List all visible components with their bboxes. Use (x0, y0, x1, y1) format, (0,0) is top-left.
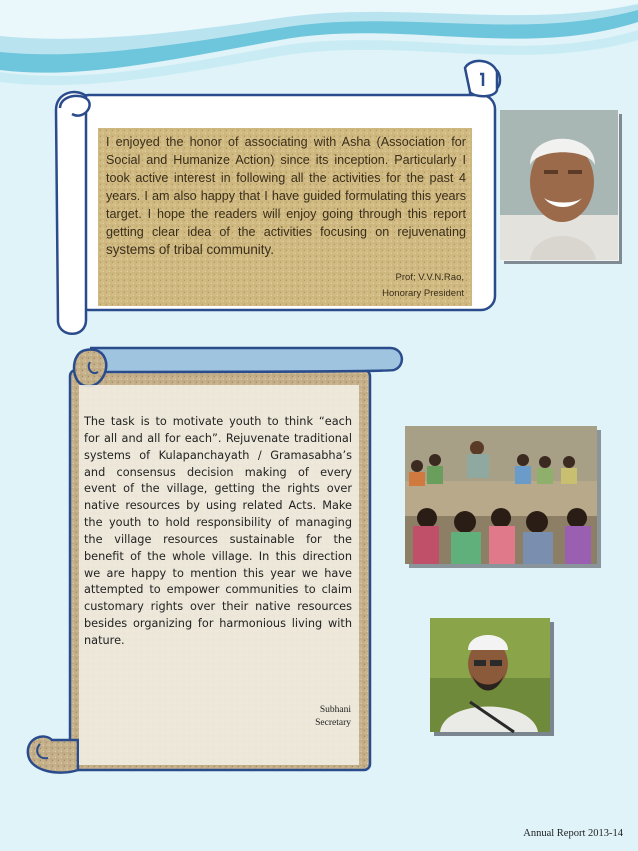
president-photo (500, 110, 624, 266)
children-group-photo (405, 426, 601, 568)
president-message-text: I enjoyed the honor of associating with Asha (Association for Social and Humanize Action) since its inception. Particularly I took active interest in following all the activities for the past 4 years. I am also happy that I have guided formulating this years target. I hope the readers will enjoy going through this report getting clear idea of the activities focusing on rejuvenating (106, 135, 466, 239)
president-name: Prof; V.V.N.Rao, (395, 272, 464, 283)
secretary-signature (270, 704, 351, 730)
president-signature (382, 270, 464, 302)
president-title: Honorary President (382, 288, 464, 299)
footer-label: Annual Report 2013-14 (523, 828, 623, 839)
president-message (106, 133, 466, 259)
secretary-message: The task is to motivate youth to think “each for all and all for each”. Rejuvenate traditional systems of Kulapanchayath / Gramasabha’s and consensus decision making of every event of the village, getting the rights over native resources by using related Acts. Make the youth to hold responsibility of managing the village resources sustainable for the benefit of the whole village. In this direction we are happy to mention this year we have attempted to empower communities to claim customary rights over their native resources besides organizing for harmonious living with nature. (84, 415, 352, 647)
secretary-title: Secretary (315, 718, 351, 728)
secretary-name: Subhani (319, 705, 351, 715)
president-message-last-line: systems of tribal community. (106, 242, 274, 257)
secretary-photo (430, 618, 554, 736)
